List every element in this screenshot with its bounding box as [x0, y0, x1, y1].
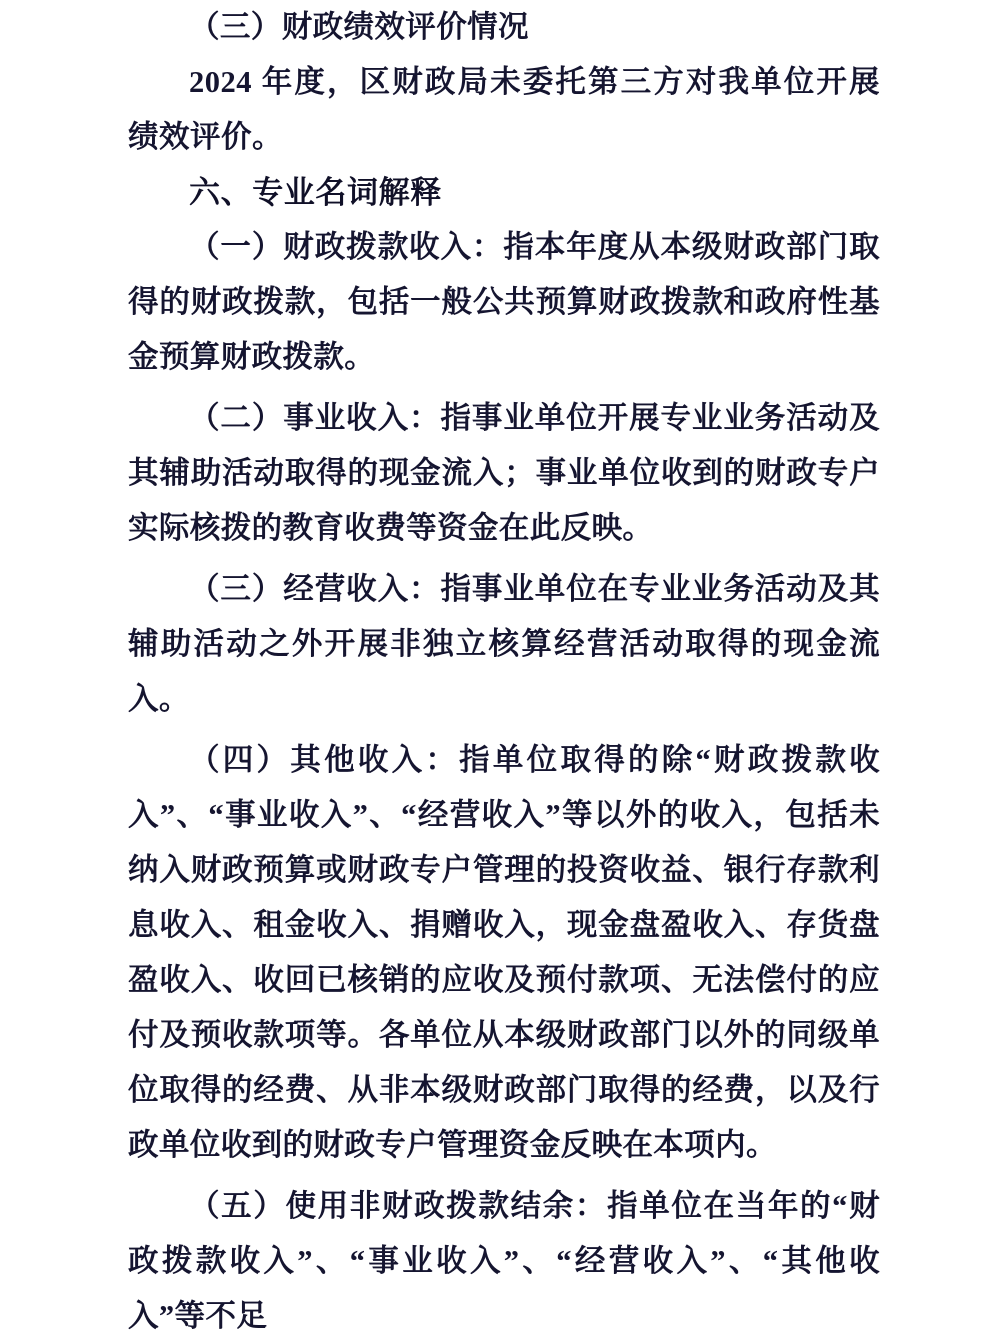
paragraph-term-5: （五）使用非财政拨款结余：指单位在当年的“财政拨款收入”、“事业收入”、“经营收入”、“其他收入”等不足 [128, 1189, 880, 1333]
paragraph-term-4: （四）其他收入：指单位取得的除“财政拨款收入”、“事业收入”、“经营收入”等以外的收入，包括未纳入财政预算或财政专户管理的投资收益、银行存款利息收入、租金收入、捐赠收入，现金盘盈收入、存货盘盈收入、收回已核销的应收及预付款项、无法偿付的应付及预收款项等。各单位从本级财政部门以外的同级单位取得的经费、从非本级财政部门取得的经费，以及行政单位收到的财政专户管理资金反映在本项内。 [128, 743, 880, 1162]
paragraph-term-3: （三）经营收入：指事业单位在专业业务活动及其辅助活动之外开展非独立核算经营活动取得的现金流入。 [128, 572, 880, 716]
document-body [128, 0, 880, 1344]
paragraph-term-2: （二）事业收入：指事业单位开展专业业务活动及其辅助活动取得的现金流入；事业单位收到的财政专户实际核拨的教育收费等资金在此反映。 [128, 401, 880, 545]
heading-section-6: 六、专业名词解释 [189, 175, 442, 210]
paragraph-term-1: （一）财政拨款收入：指本年度从本级财政部门取得的财政拨款，包括一般公共预算财政拨款和政府性基金预算财政拨款。 [128, 230, 880, 374]
paragraph-section-3-title: （三）财政绩效评价情况 [189, 10, 529, 44]
paragraph-section-3-body: 2024 年度，区财政局未委托第三方对我单位开展绩效评价。 [128, 65, 880, 154]
